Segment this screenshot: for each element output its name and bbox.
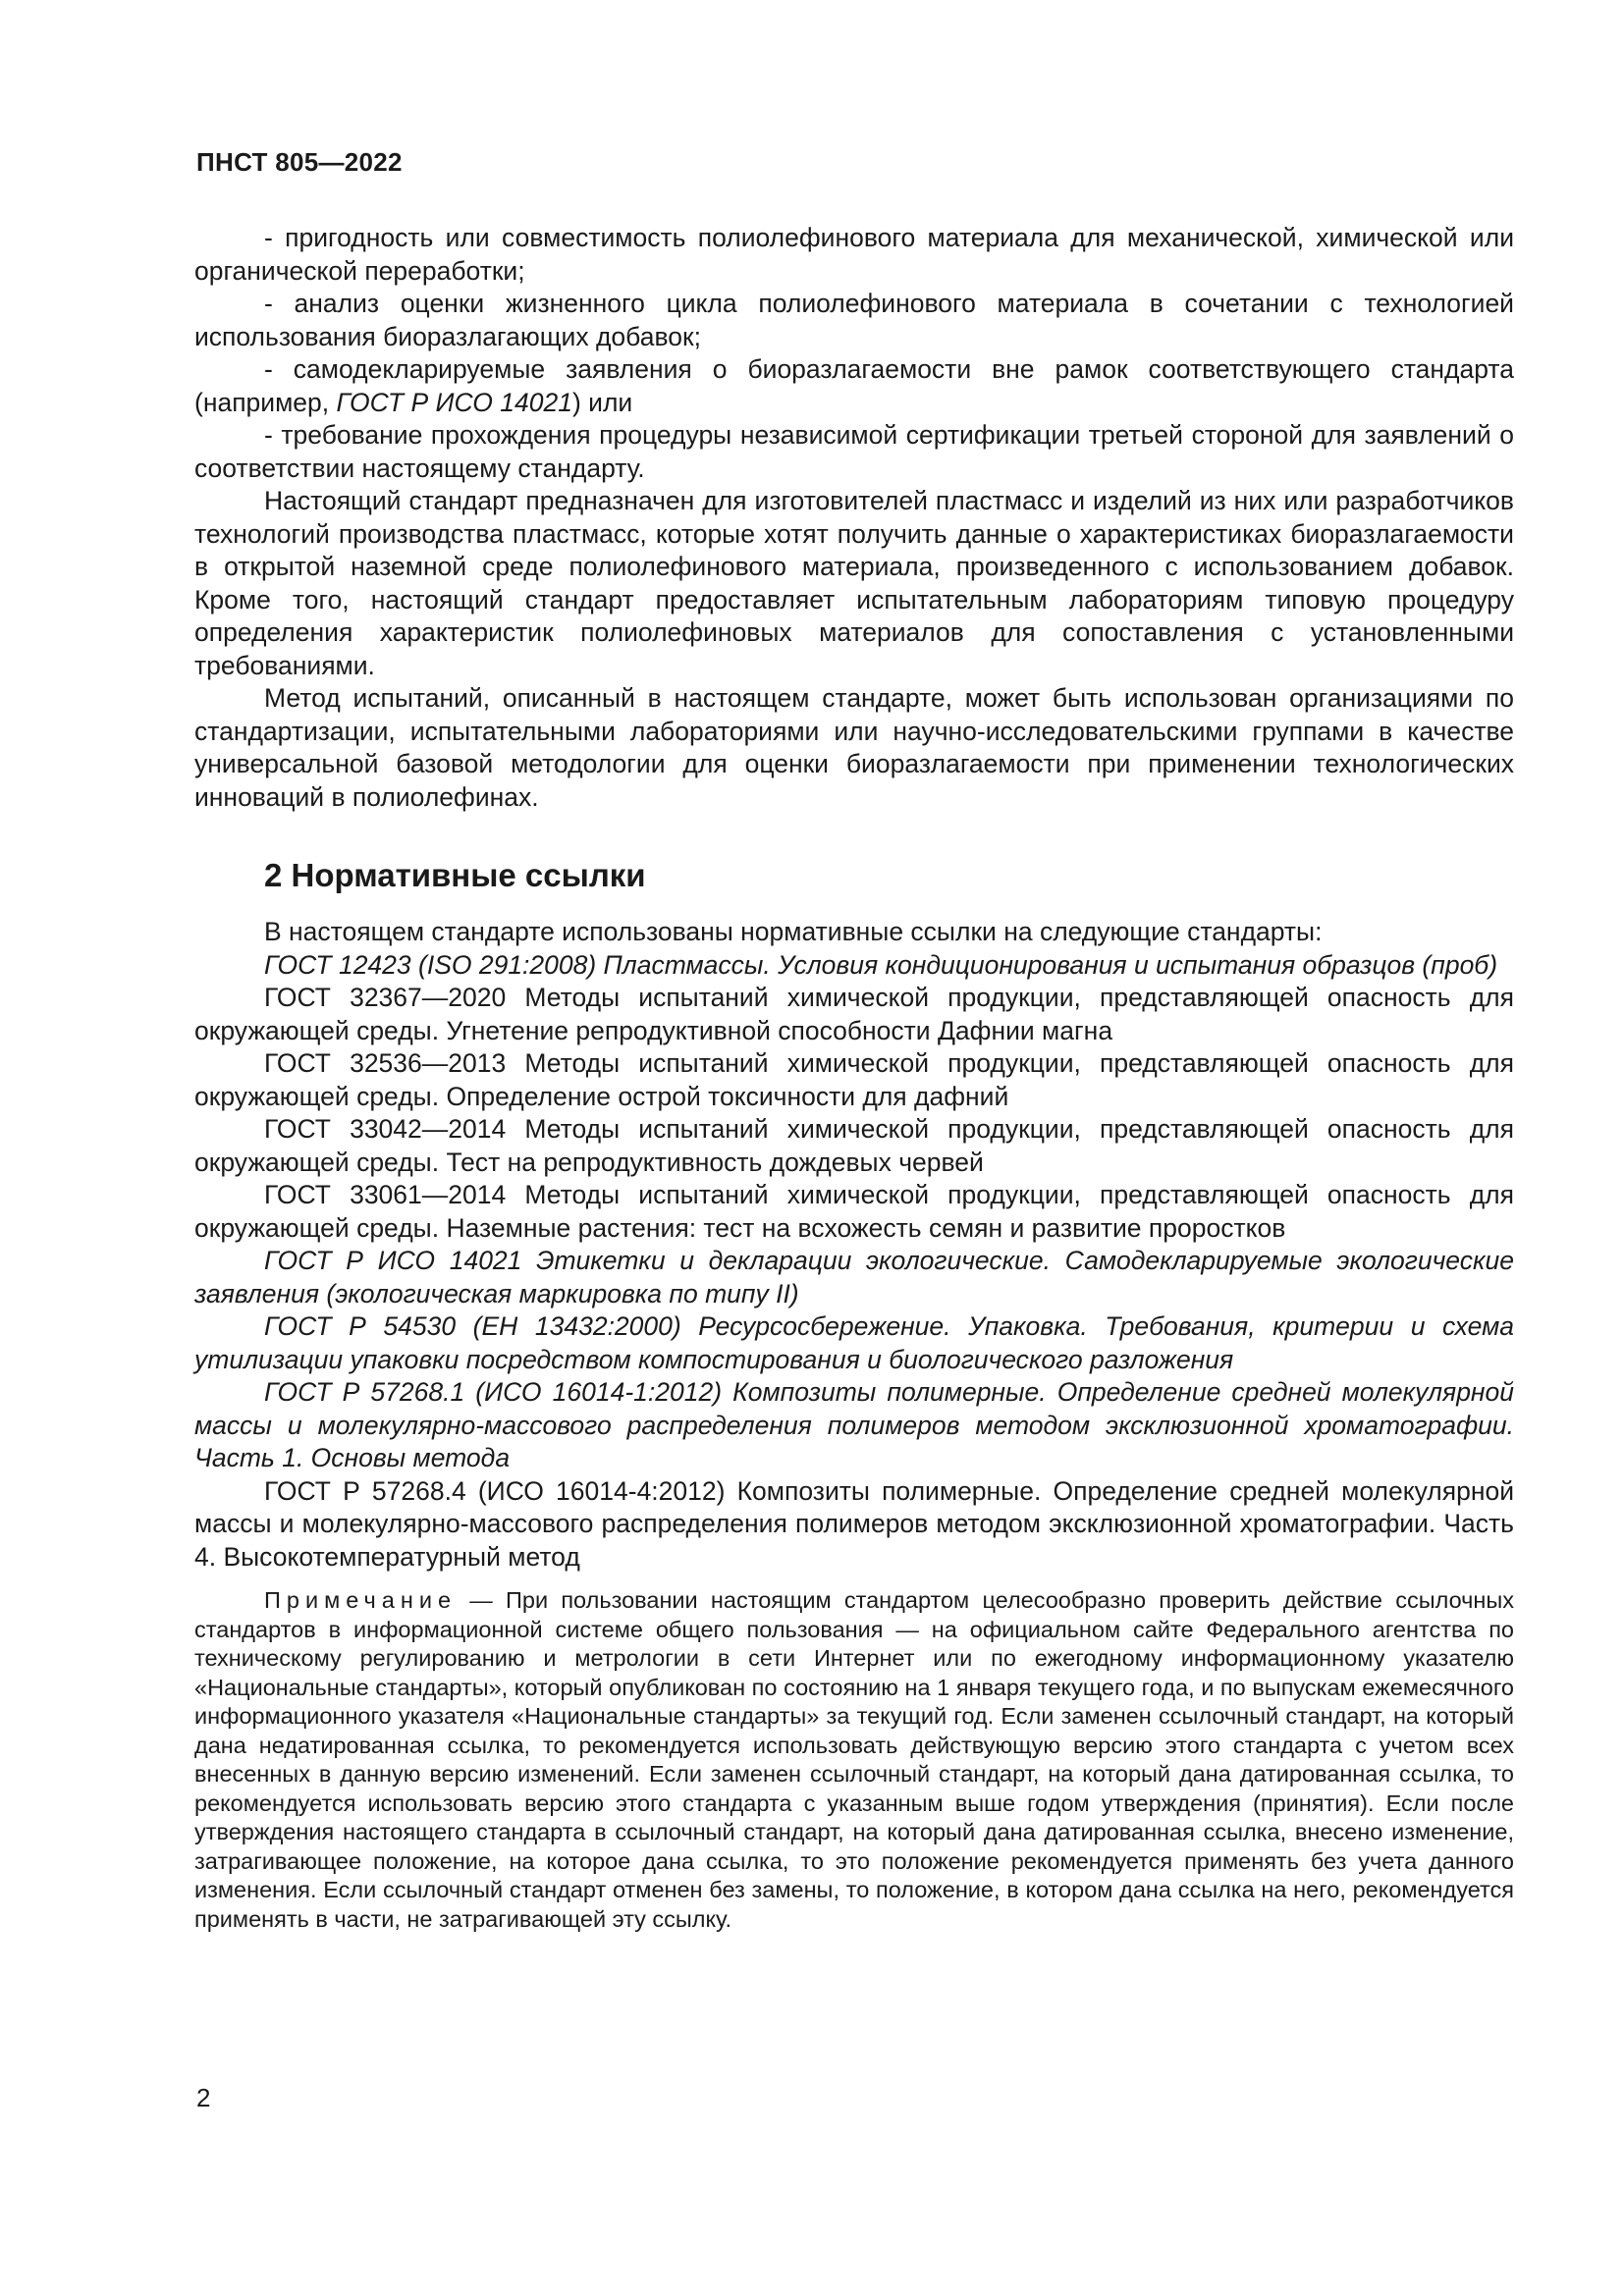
- reference-item: ГОСТ Р 54530 (ЕН 13432:2000) Ресурсосбережение. Упаковка. Требования, критерии и схема утилизации упаковки посредством компостирования и биологического разложения: [194, 1311, 1514, 1374]
- reference-item: ГОСТ 32536—2013 Методы испытаний химической продукции, представляющей опасность для окружающей среды. Определение острой токсичности для дафний: [194, 1048, 1514, 1111]
- paragraph: Метод испытаний, описанный в настоящем стандарте, может быть использован организациями по стандартизации, испытательными лабораториями или научно-исследовательскими группами в качестве универсальной базовой методологии для оценки биоразлагаемости при применении технологических инноваций в полиолефинах.: [194, 683, 1514, 812]
- standard-reference: ГОСТ Р ИСО 14021: [336, 387, 572, 417]
- note: [194, 1586, 1514, 1934]
- list-item: - анализ оценки жизненного цикла полиолефинового материала в сочетании с технологией использования биоразлагающих добавок;: [194, 289, 1514, 351]
- note-label: Примечание: [264, 1587, 458, 1613]
- section-title: 2 Нормативные ссылки: [264, 857, 646, 893]
- reference-item: ГОСТ Р 57268.4 (ИСО 16014-4:2012) Композиты полимерные. Определение средней молекулярной массы и молекулярно-массового распределения полимеров методом эксклюзионной хроматографии. Часть 4. Высокотемпературный метод: [194, 1475, 1514, 1572]
- list-item: [194, 353, 1514, 419]
- reference-item: ГОСТ 32367—2020 Методы испытаний химической продукции, представляющей опасность для окружающей среды. Угнетение репродуктивной способности Дафнии магна: [194, 983, 1514, 1045]
- page-number: 2: [196, 2083, 211, 2112]
- document-code-header: ПНСТ 805—2022: [196, 147, 403, 177]
- list-item: - требование прохождения процедуры независимой сертификации третьей стороной для заявлений о соответствии настоящему стандарту.: [194, 420, 1514, 483]
- reference-item: ГОСТ Р 57268.1 (ИСО 16014-1:2012) Композиты полимерные. Определение средней молекулярной массы и молекулярно-массового распределения полимеров методом эксклюзионной хроматографии. Часть 1. Основы метода: [194, 1377, 1514, 1472]
- page-body: [194, 222, 1514, 1957]
- reference-item: ГОСТ 12423 (ISO 291:2008) Пластмассы. Условия кондиционирования и испытания образцов (проб): [264, 949, 1498, 980]
- paragraph: Настоящий стандарт предназначен для изготовителей пластмасс и изделий из них или разработчиков технологий производства пластмасс, которые хотят получить данные о характеристиках биоразлагаемости в открытой наземной среде полиолефинового материала, произведенного с использованием добавок. Кроме того, настоящий стандарт предоставляет испытательным лабораториям типовую процедуру определения характеристик полиолефиновых материалов для сопоставления с установленными требованиями.: [194, 486, 1514, 680]
- note-text: — При пользовании настоящим стандартом целесообразно проверить действие ссылочных стандартов в информационной системе общего пользования — на официальном сайте Федерального агентства по техническому регулированию и метрологии в сети Интернет или по ежегодному информационному указателю «Национальные стандарты», который опубликован по состоянию на 1 января текущего года, и по выпускам ежемесячного информационного указателя «Национальные стандарты» за текущий год. Если заменен ссылочный стандарт, на который дана недатированная ссылка, то рекомендуется использовать действующую версию этого стандарта с учетом всех внесенных в данную версию изменений. Если заменен ссылочный стандарт, на который дана датированная ссылка, то рекомендуется использовать версию этого стандарта с указанным выше годом утверждения (принятия). Если после утверждения настоящего стандарта в ссылочный стандарт, на который дана датированная ссылка, внесено изменение, затрагивающее положение, на которое дана ссылка, то это положение рекомендуется применять без учета данного изменения. Если ссылочный стандарт отменен без замены, то положение, в котором дана ссылка на него, рекомендуется применять в части, не затрагивающей эту ссылку.: [194, 1587, 1514, 1932]
- reference-item: ГОСТ Р ИСО 14021 Этикетки и декларации экологические. Самодекларируемые экологические заявления (экологическая маркировка по типу II): [194, 1246, 1514, 1308]
- paragraph: В настоящем стандарте использованы нормативные ссылки на следующие стандарты:: [264, 917, 1323, 946]
- list-item-text: ) или: [571, 387, 633, 417]
- reference-item: ГОСТ 33061—2014 Методы испытаний химической продукции, представляющей опасность для окружающей среды. Наземные растения: тест на всхожесть семян и развитие проростков: [194, 1180, 1514, 1243]
- list-item-text: - самодекларируемые заявления о биоразлагаемости вне рамок соответствующего стандарта (например,: [194, 354, 1514, 417]
- list-item: - пригодность или совместимость полиолефинового материала для механической, химической или органической переработки;: [194, 223, 1514, 286]
- reference-item: ГОСТ 33042—2014 Методы испытаний химической продукции, представляющей опасность для окружающей среды. Тест на репродуктивность дождевых червей: [194, 1114, 1514, 1177]
